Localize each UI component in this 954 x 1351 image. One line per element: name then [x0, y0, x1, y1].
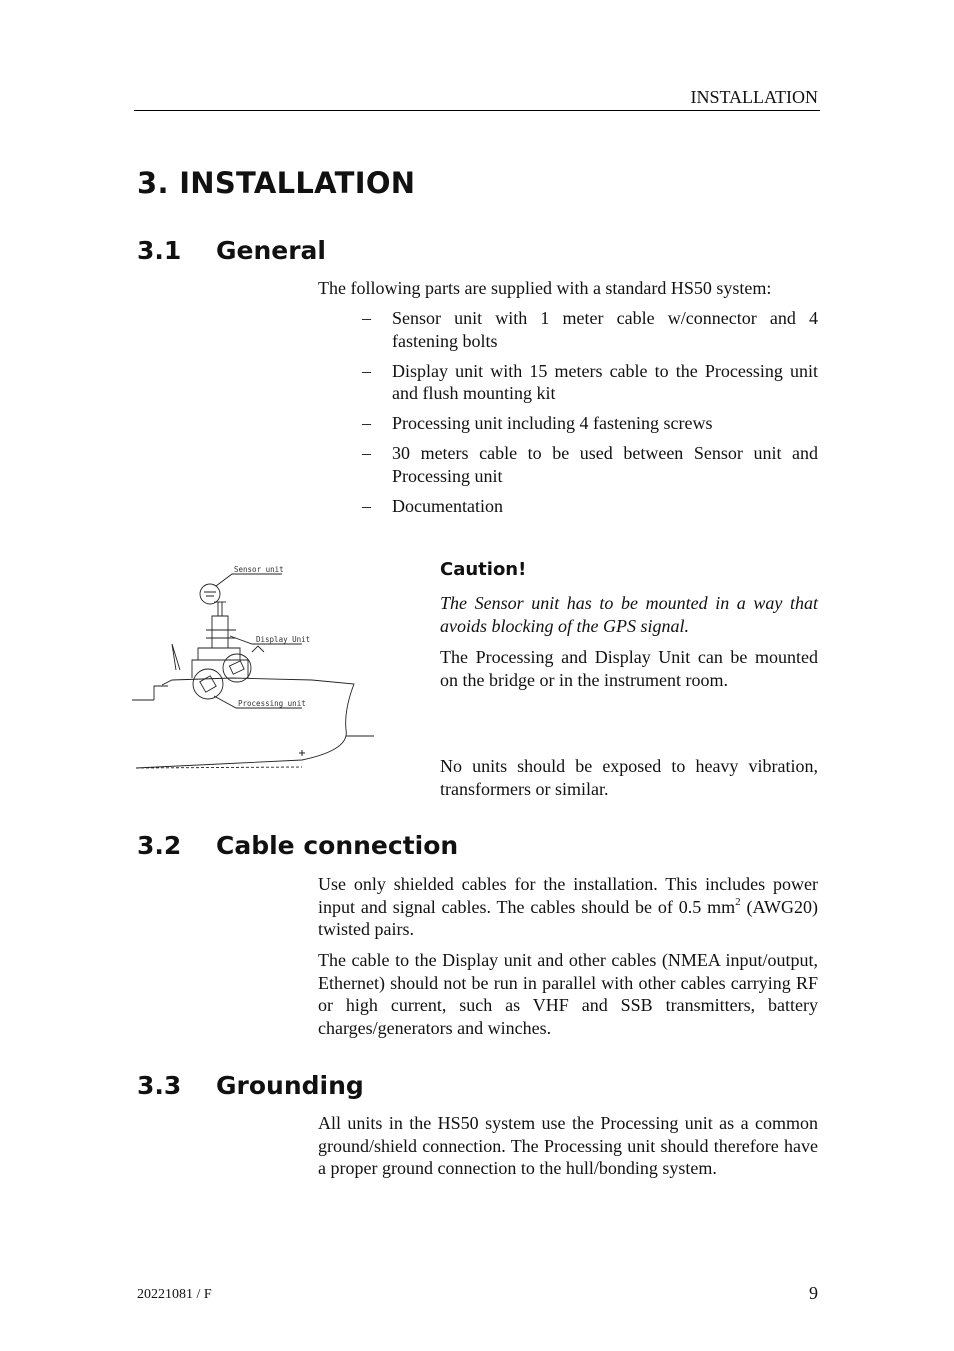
section-title: General	[216, 236, 326, 265]
display-unit-label: Display Unit	[256, 635, 311, 644]
chapter-title: 3. INSTALLATION	[137, 166, 416, 200]
list-item: – Display unit with 15 meters cable to the Processing unit and flush mounting kit	[362, 360, 818, 403]
caution-note: The Sensor unit has to be mounted in a way that avoids blocking of the GPS signal.	[440, 593, 818, 636]
header-rule	[134, 110, 820, 111]
vibration-paragraph: No units should be exposed to heavy vibration, transformers or similar.	[440, 756, 818, 799]
section-heading-general	[137, 236, 326, 265]
page-number: 9	[809, 1283, 818, 1303]
caution-paragraph: The Processing and Display Unit can be mounted on the bridge or in the instrument room.	[440, 647, 818, 690]
section-heading-grounding	[137, 1071, 364, 1100]
section-number: 3.2	[137, 831, 182, 860]
section-number: 3.3	[137, 1071, 182, 1100]
section-number: 3.1	[137, 236, 182, 265]
running-header: INSTALLATION	[690, 87, 818, 107]
ship-installation-figure	[132, 560, 380, 775]
list-item: – 30 meters cable to be used between Sensor unit and Processing unit	[362, 443, 818, 486]
sensor-unit-label: Sensor unit	[234, 565, 284, 574]
document-number: 20221081 / F	[137, 1287, 212, 1302]
parts-list	[362, 307, 818, 525]
cable-paragraph-1: Use only shielded cables for the installation. This includes power input and signal cables. The cables should be of 0.5 $mm^2$ (AWG20) twisted pairs.	[318, 874, 818, 939]
list-item: – Processing unit including 4 fastening screws	[362, 413, 713, 433]
list-item: – Sensor unit with 1 meter cable w/connector and 4 fastening bolts	[362, 308, 818, 351]
section-heading-cable-connection	[137, 831, 458, 860]
caution-heading: Caution!	[440, 559, 527, 580]
processing-unit-label: Processing unit	[238, 699, 306, 708]
general-intro: The following parts are supplied with a standard HS50 system:	[318, 278, 772, 298]
grounding-paragraph: All units in the HS50 system use the Processing unit as a common ground/shield connection. The Processing unit should therefore have a proper ground connection to the hull/bonding system.	[318, 1113, 818, 1178]
section-title: Grounding	[216, 1071, 364, 1100]
cable-paragraph-2: The cable to the Display unit and other cables (NMEA input/output, Ethernet) should not be run in parallel with other cables carrying RF or high current, such as VHF and SSB transmitters, battery charges/generators and winches.	[318, 950, 818, 1038]
list-item: – Documentation	[362, 495, 503, 516]
section-title: Cable connection	[216, 831, 459, 860]
